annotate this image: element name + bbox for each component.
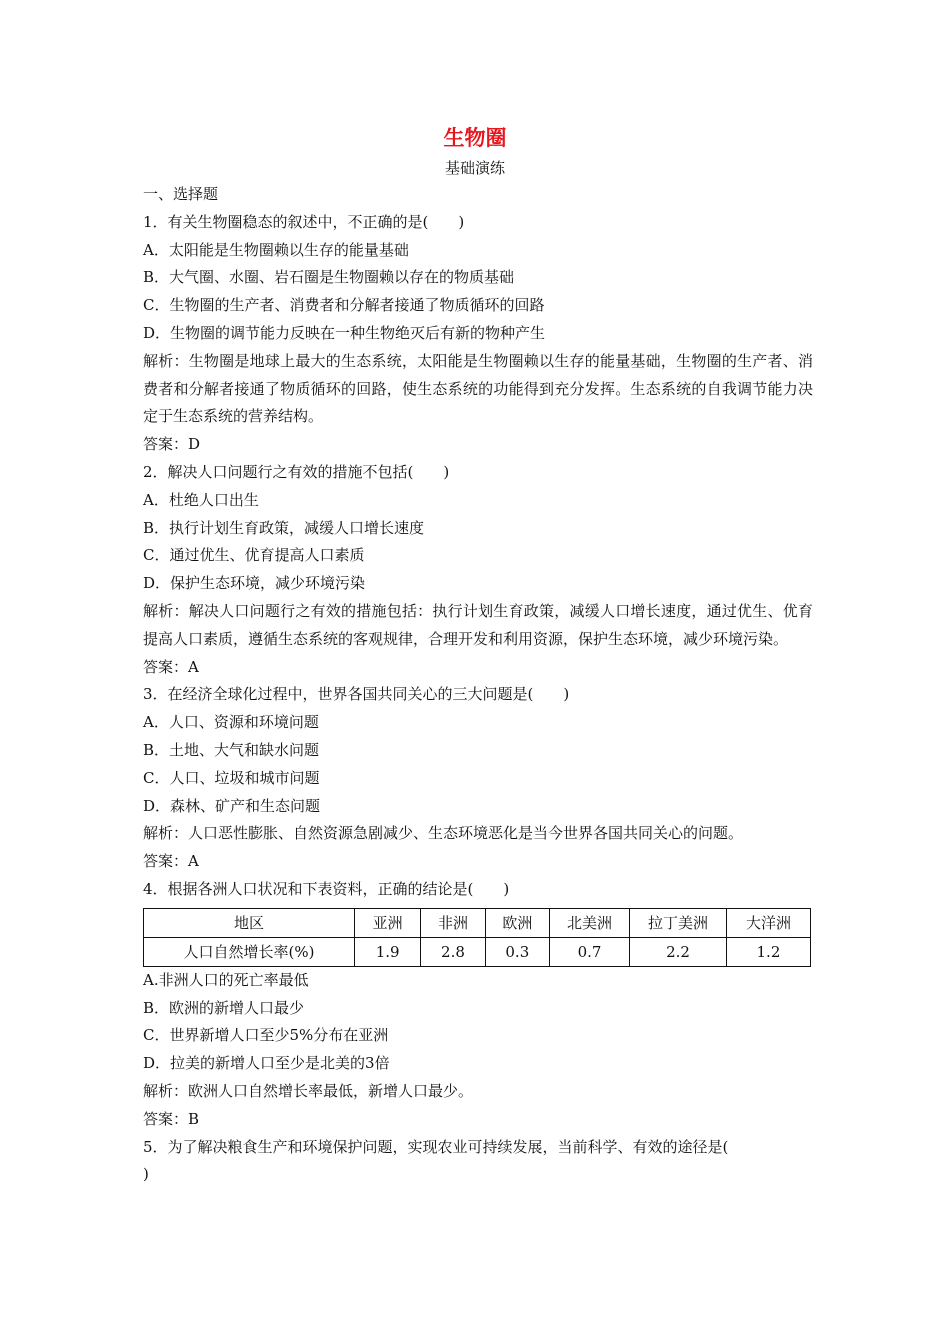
question-3-option-a: A．人口、资源和环境问题 <box>143 713 319 732</box>
table-header-cell: 地区 <box>144 908 355 937</box>
question-4-option-d: D．拉美的新增人口至少是北美的3倍 <box>143 1054 390 1073</box>
question-4-option-b: B．欧洲的新增人口最少 <box>143 998 305 1017</box>
growth-rate-table <box>143 908 811 967</box>
question-2-stem: 2．解决人口问题行之有效的措施不包括( ) <box>143 462 450 481</box>
question-3-analysis: 解析：人口恶性膨胀、自然资源急剧减少、生态环境恶化是当今世界各国共同关心的问题。 <box>143 824 744 843</box>
question-1-option-b: B．大气圈、水圈、岩石圈是生物圈赖以存在的物质基础 <box>143 268 515 287</box>
question-1-option-a: A．太阳能是生物圈赖以生存的能量基础 <box>143 240 409 259</box>
question-4-answer: 答案：B <box>143 1109 200 1128</box>
question-1-stem: 1．有关生物圈稳态的叙述中，不正确的是( ) <box>143 212 465 231</box>
table-cell: 2.2 <box>630 937 727 966</box>
table-cell: 0.7 <box>550 937 630 966</box>
table-cell: 1.9 <box>355 937 421 966</box>
table-header-cell: 北美洲 <box>550 908 630 937</box>
question-2-option-b: B．执行计划生育政策，减缓人口增长速度 <box>143 518 425 537</box>
question-2-analysis: 解析：解决人口问题行之有效的措施包括：执行计划生育政策，减缓人口增长速度，通过优生、优育提高人口素质，遵循生态系统的客观规律，合理开发和利用资源，保护生态环境，减少环境污染。 <box>143 601 813 648</box>
question-5-stem-continued: ) <box>143 1165 149 1184</box>
table-header-cell: 欧洲 <box>485 908 549 937</box>
document-body <box>143 181 813 1189</box>
table-cell: 人口自然增长率(%) <box>144 937 355 966</box>
question-3-option-b: B．土地、大气和缺水问题 <box>143 740 320 759</box>
table-cell: 0.3 <box>485 937 549 966</box>
table-cell: 1.2 <box>726 937 810 966</box>
question-1-option-d: D．生物圈的调节能力反映在一种生物绝灭后有新的物种产生 <box>143 323 546 342</box>
question-4-analysis: 解析：欧洲人口自然增长率最低，新增人口最少。 <box>143 1081 474 1100</box>
question-3-answer: 答案：A <box>143 852 199 871</box>
table-header-cell: 大洋洲 <box>726 908 810 937</box>
question-3-stem: 3．在经济全球化过程中，世界各国共同关心的三大问题是( ) <box>143 685 570 704</box>
question-4-option-c: C．世界新增人口至少5%分布在亚洲 <box>143 1026 389 1045</box>
table-header-cell: 亚洲 <box>355 908 421 937</box>
question-2-option-c: C．通过优生、优育提高人口素质 <box>143 546 365 565</box>
question-2-answer: 答案：A <box>143 657 199 676</box>
question-2-option-a: A．杜绝人口出生 <box>143 490 259 509</box>
question-2-option-d: D．保护生态环境，减少环境污染 <box>143 574 366 593</box>
question-1-option-c: C．生物圈的生产者、消费者和分解者接通了物质循环的回路 <box>143 296 545 315</box>
question-1-analysis: 解析：生物圈是地球上最大的生态系统，太阳能是生物圈赖以生存的能量基础，生物圈的生产者、消费者和分解者接通了物质循环的回路，使生态系统的功能得到充分发挥。生态系统的自我调节能力决定于生态系统的营养结构。 <box>143 351 813 426</box>
table-row <box>144 937 811 966</box>
question-4-stem: 4．根据各洲人口状况和下表资料，正确的结论是( ) <box>143 879 510 898</box>
question-5-stem: 5．为了解决粮食生产和环境保护问题，实现农业可持续发展，当前科学、有效的途径是( <box>143 1137 729 1156</box>
section-heading: 一、选择题 <box>143 185 219 203</box>
table-header-cell: 非洲 <box>421 908 485 937</box>
question-3-option-d: D．森林、矿产和生态问题 <box>143 796 321 815</box>
table-header-row <box>144 908 811 937</box>
question-1-answer: 答案：D <box>143 435 201 454</box>
question-4-option-a: A.非洲人口的死亡率最低 <box>143 970 309 989</box>
question-3-option-c: C．人口、垃圾和城市问题 <box>143 768 320 787</box>
page-subtitle: 基础演练 <box>444 159 505 177</box>
page-title: 生物圈 <box>443 125 507 150</box>
table-header-cell: 拉丁美洲 <box>630 908 727 937</box>
table-cell: 2.8 <box>421 937 485 966</box>
